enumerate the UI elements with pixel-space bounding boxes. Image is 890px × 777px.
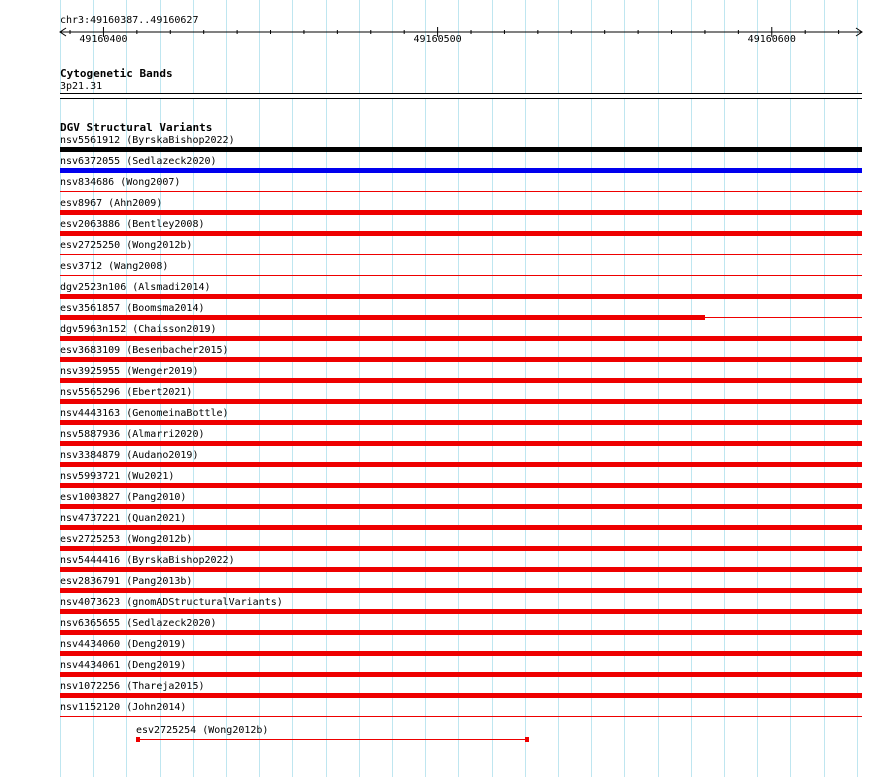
dgv-feature-label: esv2063886 (Bentley2008) [60, 219, 205, 230]
dgv-feature-label: esv2725253 (Wong2012b) [60, 534, 193, 545]
dgv-feature-bar[interactable] [60, 716, 862, 717]
dgv-feature-label: nsv4434061 (Deng2019) [60, 660, 187, 671]
dgv-feature-bar[interactable] [60, 651, 862, 656]
grid-line [724, 0, 725, 777]
dgv-feature-bar[interactable] [60, 441, 862, 446]
dgv-feature-bar[interactable] [60, 168, 862, 173]
dgv-feature-label: esv2836791 (Pang2013b) [60, 576, 193, 587]
dgv-feature-label: nsv4737221 (Quan2021) [60, 513, 187, 524]
dgv-feature-label: esv3712 (Wang2008) [60, 261, 169, 272]
dgv-feature-bar[interactable] [60, 609, 862, 614]
dgv-feature-label: esv2725250 (Wong2012b) [60, 240, 193, 251]
grid-line [259, 0, 260, 777]
dgv-feature-label: nsv3925955 (Wenger2019) [60, 366, 199, 377]
dgv-feature-bar[interactable] [60, 504, 862, 509]
dgv-feature-block[interactable] [525, 737, 529, 742]
dgv-feature-bar[interactable] [60, 483, 862, 488]
dgv-feature-label: nsv5993721 (Wu2021) [60, 471, 175, 482]
dgv-feature-bar[interactable] [60, 420, 862, 425]
dgv-feature-block[interactable] [136, 737, 140, 742]
ruler-tick-label: 49160600 [747, 34, 796, 45]
dgv-feature-bar[interactable] [60, 693, 862, 698]
dgv-feature-bar[interactable] [60, 294, 862, 299]
dgv-feature-bar[interactable] [60, 567, 862, 572]
dgv-feature-bar[interactable] [60, 525, 862, 530]
grid-line [292, 0, 293, 777]
grid-line [326, 0, 327, 777]
dgv-feature-label: dgv2523n106 (Alsmadi2014) [60, 282, 211, 293]
dgv-feature-label: nsv4443163 (GenomeinaBottle) [60, 408, 229, 419]
grid-line [824, 0, 825, 777]
dgv-feature-label: nsv834686 (Wong2007) [60, 177, 181, 188]
dgv-feature-label: esv1003827 (Pang2010) [60, 492, 187, 503]
dgv-feature-label: esv3683109 (Besenbacher2015) [60, 345, 229, 356]
dgv-feature-bar[interactable] [60, 210, 862, 215]
dgv-feature-label: nsv5444416 (ByrskaBishop2022) [60, 555, 235, 566]
grid-line [226, 0, 227, 777]
dgv-feature-bar[interactable] [60, 191, 862, 192]
dgv-feature-bar[interactable] [60, 630, 862, 635]
grid-line [857, 0, 858, 777]
dgv-feature-bar[interactable] [60, 315, 705, 320]
grid-line [790, 0, 791, 777]
dgv-feature-bar[interactable] [60, 147, 862, 152]
grid-line [757, 0, 758, 777]
grid-line [558, 0, 559, 777]
dgv-feature-label: nsv4434060 (Deng2019) [60, 639, 187, 650]
dgv-feature-bar[interactable] [60, 378, 862, 383]
dgv-feature-label: nsv1072256 (Thareja2015) [60, 681, 205, 692]
grid-line [624, 0, 625, 777]
dgv-feature-bar[interactable] [60, 275, 862, 276]
dgv-feature-label: nsv1152120 (John2014) [60, 702, 187, 713]
grid-line [425, 0, 426, 777]
cytoband-track-title: Cytogenetic Bands [60, 67, 173, 80]
dgv-feature-label: nsv6365655 (Sedlazeck2020) [60, 618, 217, 629]
ruler-tick-label: 49160400 [79, 34, 128, 45]
cytoband-label: 3p21.31 [60, 81, 103, 92]
dgv-feature-label: esv2725254 (Wong2012b) [136, 725, 269, 736]
dgv-feature-line[interactable] [138, 739, 528, 740]
dgv-feature-label: nsv3384879 (Audano2019) [60, 450, 199, 461]
dgv-feature-bar[interactable] [60, 672, 862, 677]
region-label: chr3:49160387..49160627 [60, 15, 199, 26]
dgv-feature-bar[interactable] [60, 546, 862, 551]
dgv-feature-bar[interactable] [60, 462, 862, 467]
dgv-feature-label: esv8967 (Ahn2009) [60, 198, 163, 209]
ruler-tick-label: 49160500 [413, 34, 462, 45]
grid-line [591, 0, 592, 777]
dgv-feature-bar[interactable] [60, 357, 862, 362]
dgv-feature-label: nsv6372055 (Sedlazeck2020) [60, 156, 217, 167]
dgv-feature-bar[interactable] [60, 254, 862, 255]
grid-line [525, 0, 526, 777]
cytoband-track-bar[interactable] [60, 93, 862, 99]
dgv-feature-line[interactable] [705, 317, 862, 318]
grid-line [658, 0, 659, 777]
dgv-feature-bar[interactable] [60, 231, 862, 236]
dgv-feature-label: nsv5561912 (ByrskaBishop2022) [60, 135, 235, 146]
dgv-feature-label: esv3561857 (Boomsma2014) [60, 303, 205, 314]
grid-line [392, 0, 393, 777]
grid-line [359, 0, 360, 777]
dgv-feature-bar[interactable] [60, 399, 862, 404]
dgv-feature-label: dgv5963n152 (Chaisson2019) [60, 324, 217, 335]
dgv-feature-bar[interactable] [60, 336, 862, 341]
grid-line [193, 0, 194, 777]
grid-line [691, 0, 692, 777]
dgv-feature-label: nsv5887936 (Almarri2020) [60, 429, 205, 440]
dgv-feature-label: nsv4073623 (gnomADStructuralVariants) [60, 597, 283, 608]
dgv-feature-bar[interactable] [60, 588, 862, 593]
dgv-feature-label: nsv5565296 (Ebert2021) [60, 387, 193, 398]
grid-line [492, 0, 493, 777]
dgv-track-title: DGV Structural Variants [60, 121, 213, 134]
grid-line [458, 0, 459, 777]
